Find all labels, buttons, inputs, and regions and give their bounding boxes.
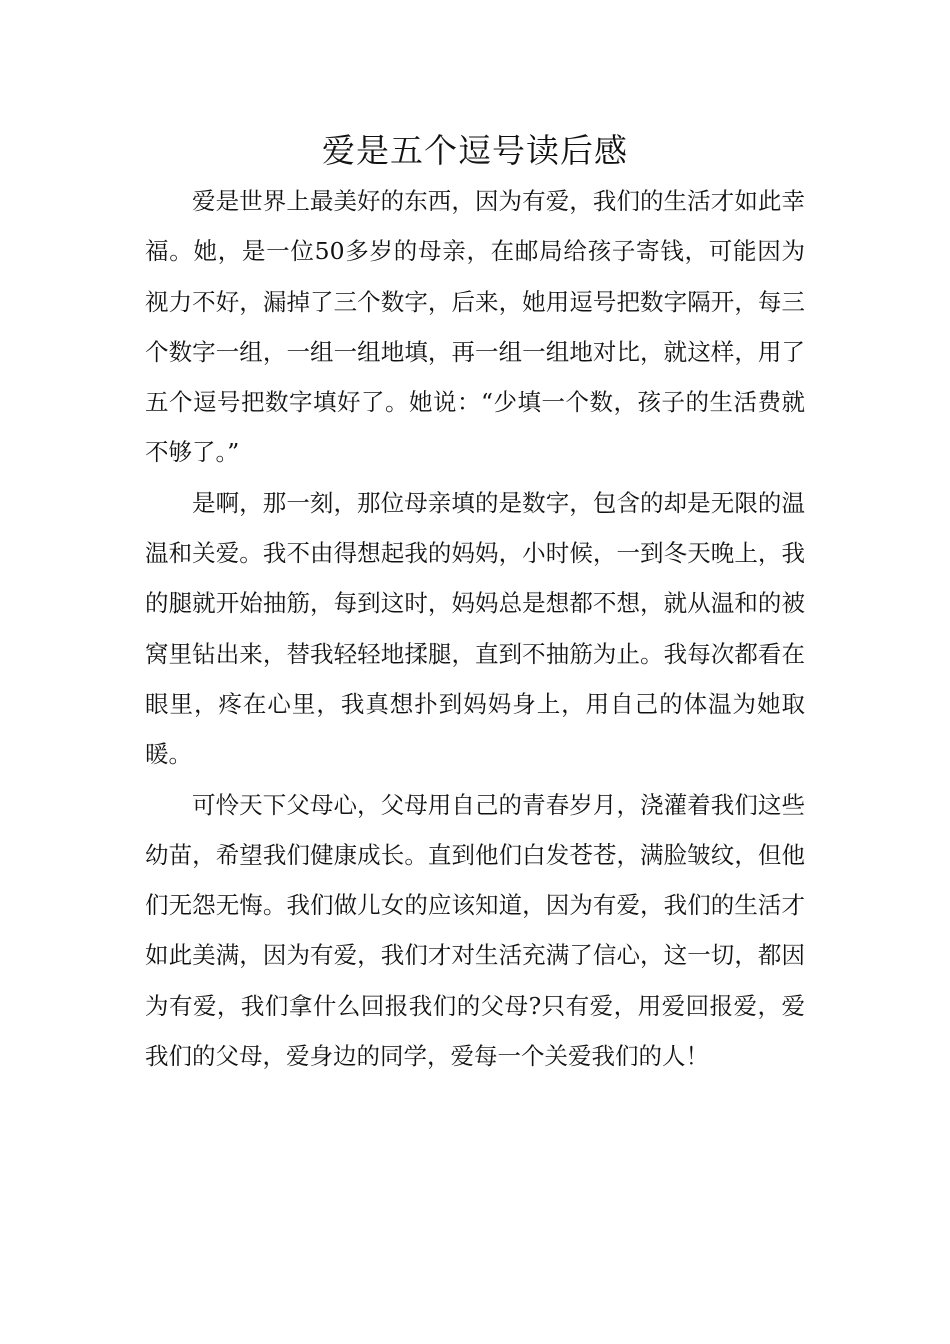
- document-body: [145, 176, 805, 1081]
- document-title: 爱是五个逗号读后感: [322, 131, 628, 170]
- paragraph-2: 是啊，那一刻，那位母亲填的是数字，包含的却是无限的温温和关爱。我不由得想起我的妈妈，小时候，一到冬天晚上，我的腿就开始抽筋，每到这时，妈妈总是想都不想，就从温和的被窝里钻出来，替我轻轻地揉腿，直到不抽筋为止。我每次都看在眼里，疼在心里，我真想扑到妈妈身上，用自己的体温为她取暖。: [145, 488, 805, 769]
- paragraph-3: 可怜天下父母心，父母用自己的青春岁月，浇灌着我们这些幼苗，希望我们健康成长。直到他们白发苍苍，满脸皱纹，但他们无怨无悔。我们做儿女的应该知道，因为有爱，我们的生活才如此美满，因为有爱，我们才对生活充满了信心，这一切，都因为有爱，我们拿什么回报我们的父母?只有爱，用爱回报爱，爱我们的父母，爱身边的同学，爱每一个关爱我们的人！: [145, 790, 805, 1071]
- paragraph-1: 爱是世界上最美好的东西，因为有爱，我们的生活才如此幸福。她，是一位50多岁的母亲，在邮局给孩子寄钱，可能因为视力不好，漏掉了三个数字，后来，她用逗号把数字隔开，每三个数字一组，一组一组地填，再一组一组地对比，就这样，用了五个逗号把数字填好了。她说：“少填一个数，孩子的生活费就不够了。”: [145, 187, 805, 467]
